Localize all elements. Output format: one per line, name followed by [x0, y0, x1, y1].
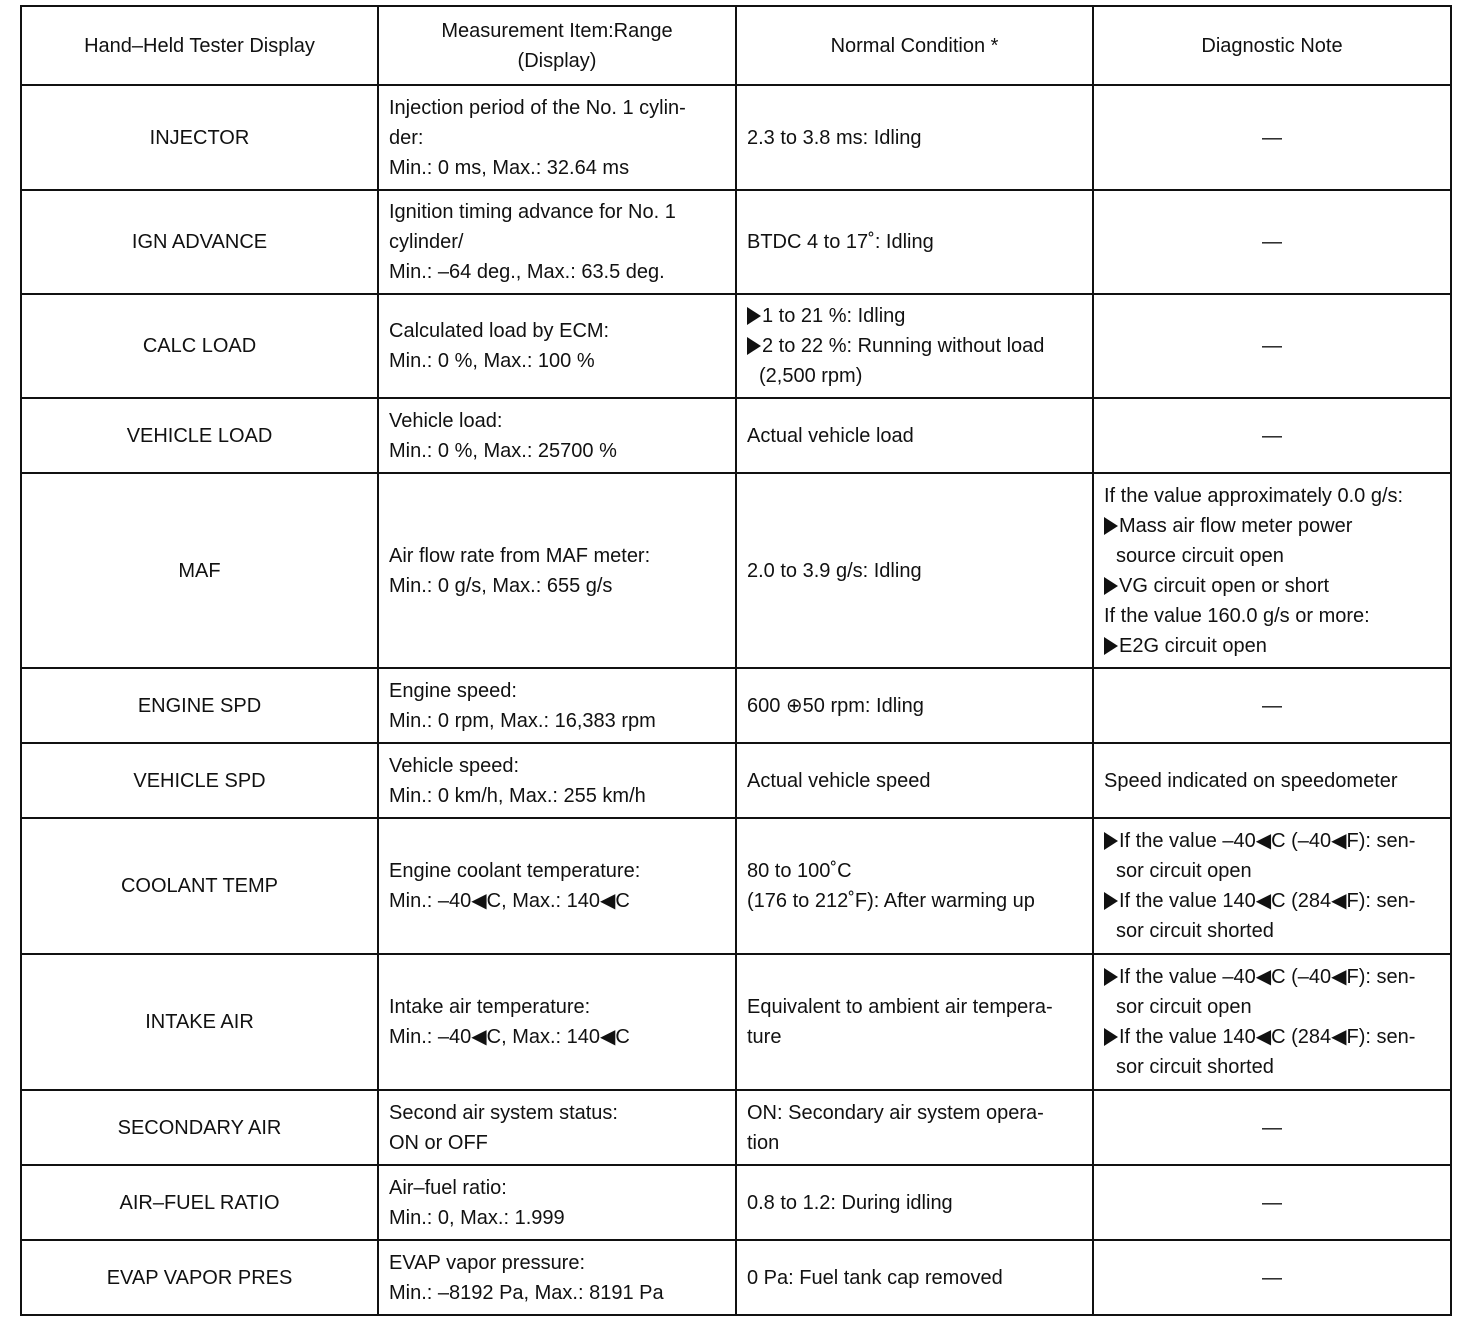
cell-range	[378, 668, 736, 743]
condition-line: tion	[747, 1131, 780, 1154]
table-row-calc-load	[21, 294, 1451, 398]
cell-condition	[736, 473, 1093, 668]
note-bullet-line: E2G circuit open	[1104, 631, 1440, 661]
cell-display-name: INJECTOR	[21, 85, 378, 190]
cell-note-dash: —	[1093, 668, 1451, 743]
cell-display-name: EVAP VAPOR PRES	[21, 1240, 378, 1315]
range-line: Min.: –40◀C, Max.: 140◀C	[389, 1026, 630, 1048]
cell-display-name: VEHICLE LOAD	[21, 398, 378, 473]
range-line: Min.: 0 km/h, Max.: 255 km/h	[389, 784, 646, 807]
table-row-injector	[21, 85, 1451, 190]
range-line: Min.: –64 deg., Max.: 63.5 deg.	[389, 261, 665, 283]
header-diagnostic-note: Diagnostic Note	[1093, 6, 1451, 85]
cell-note-dash: —	[1093, 1240, 1451, 1315]
range-line: Engine coolant temperature:	[389, 860, 641, 882]
condition-line: 0 Pa: Fuel tank cap removed	[747, 1266, 1003, 1289]
condition-line: (2,500 rpm)	[759, 365, 863, 387]
range-line: Injection period of the No. 1 cylin-	[389, 96, 686, 119]
range-line: cylinder/	[389, 231, 464, 253]
range-line: Min.: 0 g/s, Max.: 655 g/s	[389, 574, 613, 597]
condition-line: ture	[747, 1026, 782, 1048]
data-list-table	[20, 5, 1452, 1316]
header-measurement-item	[378, 6, 736, 85]
cell-display-name: SECONDARY AIR	[21, 1090, 378, 1165]
range-line: Min.: –8192 Pa, Max.: 8191 Pa	[389, 1281, 664, 1304]
note-line: sor circuit open	[1116, 860, 1252, 882]
cell-condition	[736, 398, 1093, 473]
cell-range	[378, 398, 736, 473]
condition-line: 600 ⊕50 rpm: Idling	[747, 694, 924, 717]
cell-display-name: MAF	[21, 473, 378, 668]
header-normal-condition: Normal Condition *	[736, 6, 1093, 85]
condition-bullet-line: 1 to 21 %: Idling	[747, 301, 1082, 331]
cell-display-name: CALC LOAD	[21, 294, 378, 398]
condition-line: 0.8 to 1.2: During idling	[747, 1191, 953, 1214]
cell-range	[378, 743, 736, 818]
cell-display-name: COOLANT TEMP	[21, 818, 378, 954]
condition-line: (176 to 212˚F): After warming up	[747, 890, 1035, 912]
note-bullet-line: If the value –40◀C (–40◀F): sen-	[1104, 962, 1440, 992]
cell-note	[1093, 954, 1451, 1090]
range-line: Min.: 0 %, Max.: 25700 %	[389, 439, 617, 462]
cell-note-dash: —	[1093, 398, 1451, 473]
cell-condition	[736, 818, 1093, 954]
cell-range	[378, 190, 736, 294]
cell-display-name: IGN ADVANCE	[21, 190, 378, 294]
table-row-maf	[21, 473, 1451, 668]
table-row-secondary-air	[21, 1090, 1451, 1165]
cell-range	[378, 1240, 736, 1315]
range-line: Min.: 0 ms, Max.: 32.64 ms	[389, 156, 630, 179]
cell-condition	[736, 1090, 1093, 1165]
cell-display-name: ENGINE SPD	[21, 668, 378, 743]
note-bullet-line: If the value 140◀C (284◀F): sen-	[1104, 886, 1440, 916]
range-line: Min.: 0, Max.: 1.999	[389, 1206, 565, 1229]
range-line: Calculated load by ECM:	[389, 320, 610, 342]
condition-line: Actual vehicle speed	[747, 769, 931, 792]
note-line: sor circuit shorted	[1116, 1056, 1274, 1078]
cell-condition	[736, 668, 1093, 743]
range-line: Intake air temperature:	[389, 996, 591, 1018]
note-line: sor circuit open	[1116, 996, 1252, 1018]
condition-line: 2.0 to 3.9 g/s: Idling	[747, 559, 922, 582]
cell-range	[378, 954, 736, 1090]
range-line: Vehicle speed:	[389, 754, 520, 777]
note-line: If the value approximately 0.0 g/s:	[1104, 484, 1404, 507]
note-line: source circuit open	[1116, 544, 1284, 567]
note-bullet-line: Mass air flow meter power	[1104, 511, 1440, 541]
table-row-evap-vapor-pres	[21, 1240, 1451, 1315]
range-line: Air–fuel ratio:	[389, 1176, 507, 1199]
cell-condition	[736, 954, 1093, 1090]
header-measurement-line1: Measurement Item:Range	[441, 19, 673, 42]
cell-note	[1093, 818, 1451, 954]
cell-range	[378, 818, 736, 954]
range-line: Min.: 0 %, Max.: 100 %	[389, 350, 595, 372]
range-line: Air flow rate from MAF meter:	[389, 544, 651, 567]
cell-note	[1093, 473, 1451, 668]
table-row-vehicle-load	[21, 398, 1451, 473]
note-line: sor circuit shorted	[1116, 920, 1274, 942]
range-line: EVAP vapor pressure:	[389, 1251, 586, 1274]
condition-line: ON: Secondary air system opera-	[747, 1101, 1044, 1124]
note-line: Speed indicated on speedometer	[1104, 769, 1398, 792]
condition-line: Actual vehicle load	[747, 424, 914, 447]
range-line: der:	[389, 126, 424, 149]
range-line: Engine speed:	[389, 679, 517, 702]
cell-condition	[736, 190, 1093, 294]
cell-display-name: INTAKE AIR	[21, 954, 378, 1090]
cell-note-dash: —	[1093, 1090, 1451, 1165]
range-line: ON or OFF	[389, 1131, 488, 1154]
table-row-intake-air	[21, 954, 1451, 1090]
header-measurement-line2: (Display)	[517, 49, 597, 72]
condition-line: BTDC 4 to 17˚: Idling	[747, 231, 934, 253]
cell-condition	[736, 294, 1093, 398]
range-line: Min.: 0 rpm, Max.: 16,383 rpm	[389, 709, 656, 732]
header-tester-display: Hand–Held Tester Display	[21, 6, 378, 85]
cell-note-dash: —	[1093, 1165, 1451, 1240]
table-row-coolant-temp	[21, 818, 1451, 954]
cell-range	[378, 85, 736, 190]
range-line: Min.: –40◀C, Max.: 140◀C	[389, 890, 630, 912]
cell-note	[1093, 743, 1451, 818]
cell-range	[378, 1090, 736, 1165]
cell-condition	[736, 1165, 1093, 1240]
table-row-vehicle-spd	[21, 743, 1451, 818]
note-line: If the value 160.0 g/s or more:	[1104, 604, 1370, 627]
cell-condition	[736, 85, 1093, 190]
note-bullet-line: If the value –40◀C (–40◀F): sen-	[1104, 826, 1440, 856]
note-bullet-line: VG circuit open or short	[1104, 571, 1440, 601]
cell-condition	[736, 743, 1093, 818]
cell-condition	[736, 1240, 1093, 1315]
table-row-ign-advance	[21, 190, 1451, 294]
cell-display-name: AIR–FUEL RATIO	[21, 1165, 378, 1240]
condition-line: 2.3 to 3.8 ms: Idling	[747, 126, 922, 149]
table-row-air-fuel-ratio	[21, 1165, 1451, 1240]
cell-note-dash: —	[1093, 85, 1451, 190]
note-bullet-line: If the value 140◀C (284◀F): sen-	[1104, 1022, 1440, 1052]
cell-range	[378, 473, 736, 668]
condition-line: 80 to 100˚C	[747, 860, 852, 882]
cell-note-dash: —	[1093, 190, 1451, 294]
condition-bullet-line: 2 to 22 %: Running without load	[747, 331, 1082, 361]
cell-range	[378, 1165, 736, 1240]
condition-line: Equivalent to ambient air tempera-	[747, 996, 1053, 1018]
cell-note-dash: —	[1093, 294, 1451, 398]
table-row-engine-spd	[21, 668, 1451, 743]
cell-range	[378, 294, 736, 398]
header-row	[21, 6, 1451, 85]
range-line: Second air system status:	[389, 1101, 618, 1124]
range-line: Ignition timing advance for No. 1	[389, 201, 676, 223]
range-line: Vehicle load:	[389, 409, 503, 432]
cell-display-name: VEHICLE SPD	[21, 743, 378, 818]
